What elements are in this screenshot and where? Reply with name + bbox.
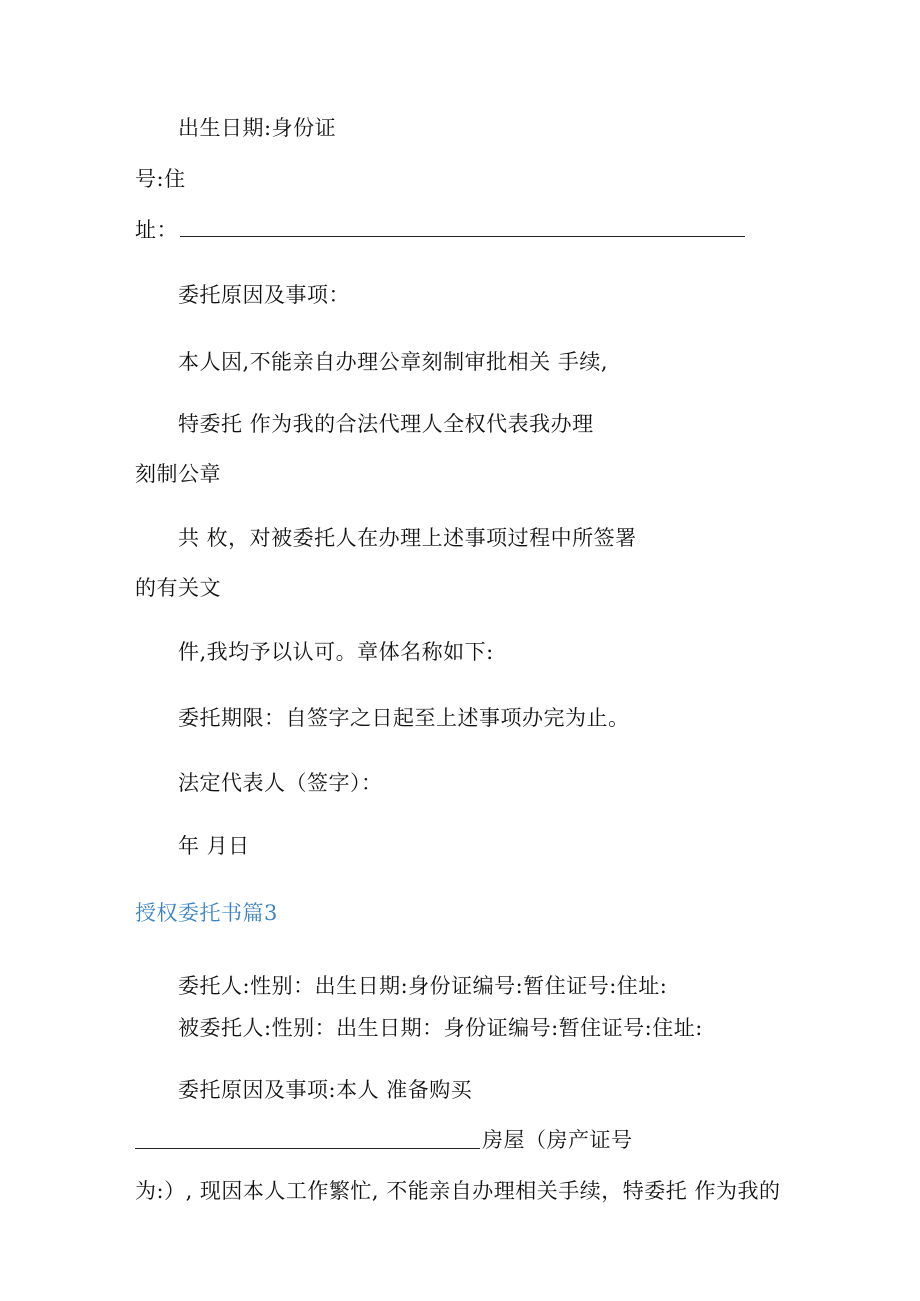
- text-line-birthdate: 出生日期:身份证: [178, 116, 337, 140]
- section-heading: 授权委托书篇3: [135, 901, 278, 925]
- text-line-address: 址：: [135, 218, 178, 242]
- text-line-count: 共 枚，对被委托人在办理上述事项过程中所签署: [178, 526, 637, 550]
- house-blank-line: [135, 1148, 480, 1149]
- text-line-house: 房屋（房产证号: [482, 1128, 633, 1152]
- text-line-entrust: 特委托 作为我的合法代理人全权代表我办理: [178, 412, 594, 436]
- text-line-documents: 的有关文: [135, 576, 221, 600]
- text-line-agent: 被委托人:性别：出生日期：身份证编号:暂住证号:住址:: [178, 1016, 703, 1040]
- text-line-principal: 委托人:性别：出生日期:身份证编号:暂住证号:住址:: [178, 974, 668, 998]
- text-line-signature: 法定代表人（签字）：: [178, 771, 383, 795]
- text-line-id: 号:住: [135, 167, 186, 191]
- text-line-term: 委托期限：自签字之日起至上述事项办完为止。: [178, 706, 630, 730]
- text-line-purchase-reason: 委托原因及事项:本人 准备购买: [178, 1078, 473, 1102]
- text-line-busy: 为:）, 现因本人工作繁忙, 不能亲自办理相关手续，特委托 作为我的: [135, 1179, 781, 1203]
- address-blank-line: [180, 236, 745, 237]
- text-line-reason: 本人因,不能亲自办理公章刻制审批相关 手续,: [178, 350, 609, 374]
- text-line-seal: 刻制公章: [135, 462, 221, 486]
- text-line-date: 年 月日: [178, 834, 250, 858]
- text-line-approval: 件,我均予以认可。章体名称如下:: [178, 640, 494, 664]
- text-line-reason-heading: 委托原因及事项：: [178, 283, 350, 307]
